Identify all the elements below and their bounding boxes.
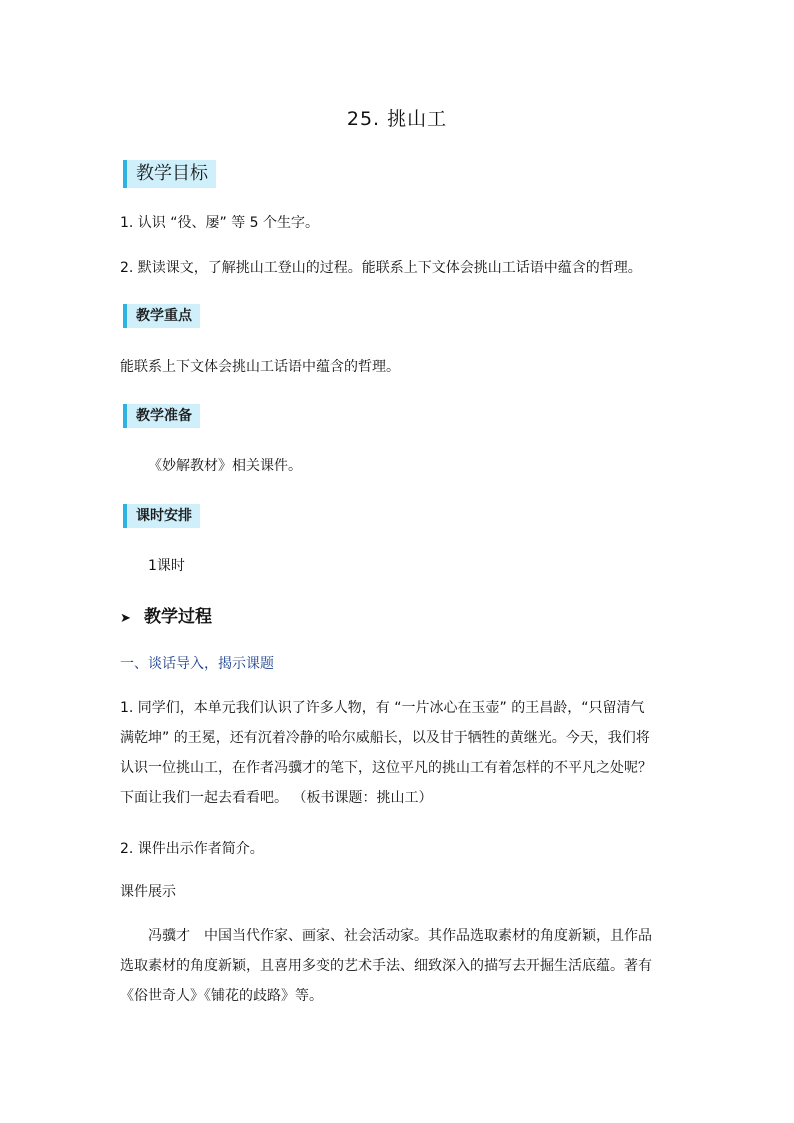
schedule-heading: 课时安排 [123,504,200,528]
preparation-text: 《妙解教材》相关课件。 [148,458,302,474]
display-label: 课件展示 [120,884,176,900]
key-points-text: 能联系上下文体会挑山工话语中蕴含的哲理。 [120,359,400,375]
key-points-heading: 教学重点 [123,304,200,328]
preparation-heading: 教学准备 [123,404,200,428]
step1-title: 一、谈话导入，揭示课题 [120,656,274,672]
arrow-bullet-icon: ➤ [120,611,131,626]
step1-line: 认识一位挑山工，在作者冯骥才的笔下，这位平凡的挑山工有着怎样的不平凡之处呢？ [120,760,652,776]
goals-heading: 教学目标 [123,160,216,188]
author-paragraph [120,921,680,1011]
step2-text: 2. 课件出示作者简介。 [120,841,264,857]
goal-item-1: 1. 认识 “役、屡” 等 5 个生字。 [120,215,320,231]
step1-line: 1. 同学们，本单元我们认识了许多人物，有 “一片冰心在玉壶” 的王昌龄，“只留清气 [120,700,645,716]
author-line: 冯骥才 中国当代作家、画家、社会活动家。其作品选取素材的角度新颖，且作品 [148,928,652,944]
author-line: 选取素材的角度新颖，且喜用多变的艺术手法、细致深入的描写去开掘生活底蕴。著有 [120,958,652,974]
schedule-text: 1课时 [148,558,185,574]
step1-line: 下面让我们一起去看看吧。 （板书课题：挑山工） [120,790,433,806]
process-heading-label: 教学过程 [144,607,212,627]
author-line: 《俗世奇人》《铺花的歧路》等。 [120,988,323,1004]
goal-item-2: 2. 默读课文，了解挑山工登山的过程。能联系上下文体会挑山工话语中蕴含的哲理。 [120,260,642,276]
page-title: 25. 挑山工 [346,108,448,130]
step1-line: 满乾坤” 的王冕，还有沉着冷静的哈尔威船长，以及甘于牺牲的黄继光。今天，我们将 [120,730,650,746]
process-heading [120,602,212,627]
step1-paragraph [120,693,680,813]
